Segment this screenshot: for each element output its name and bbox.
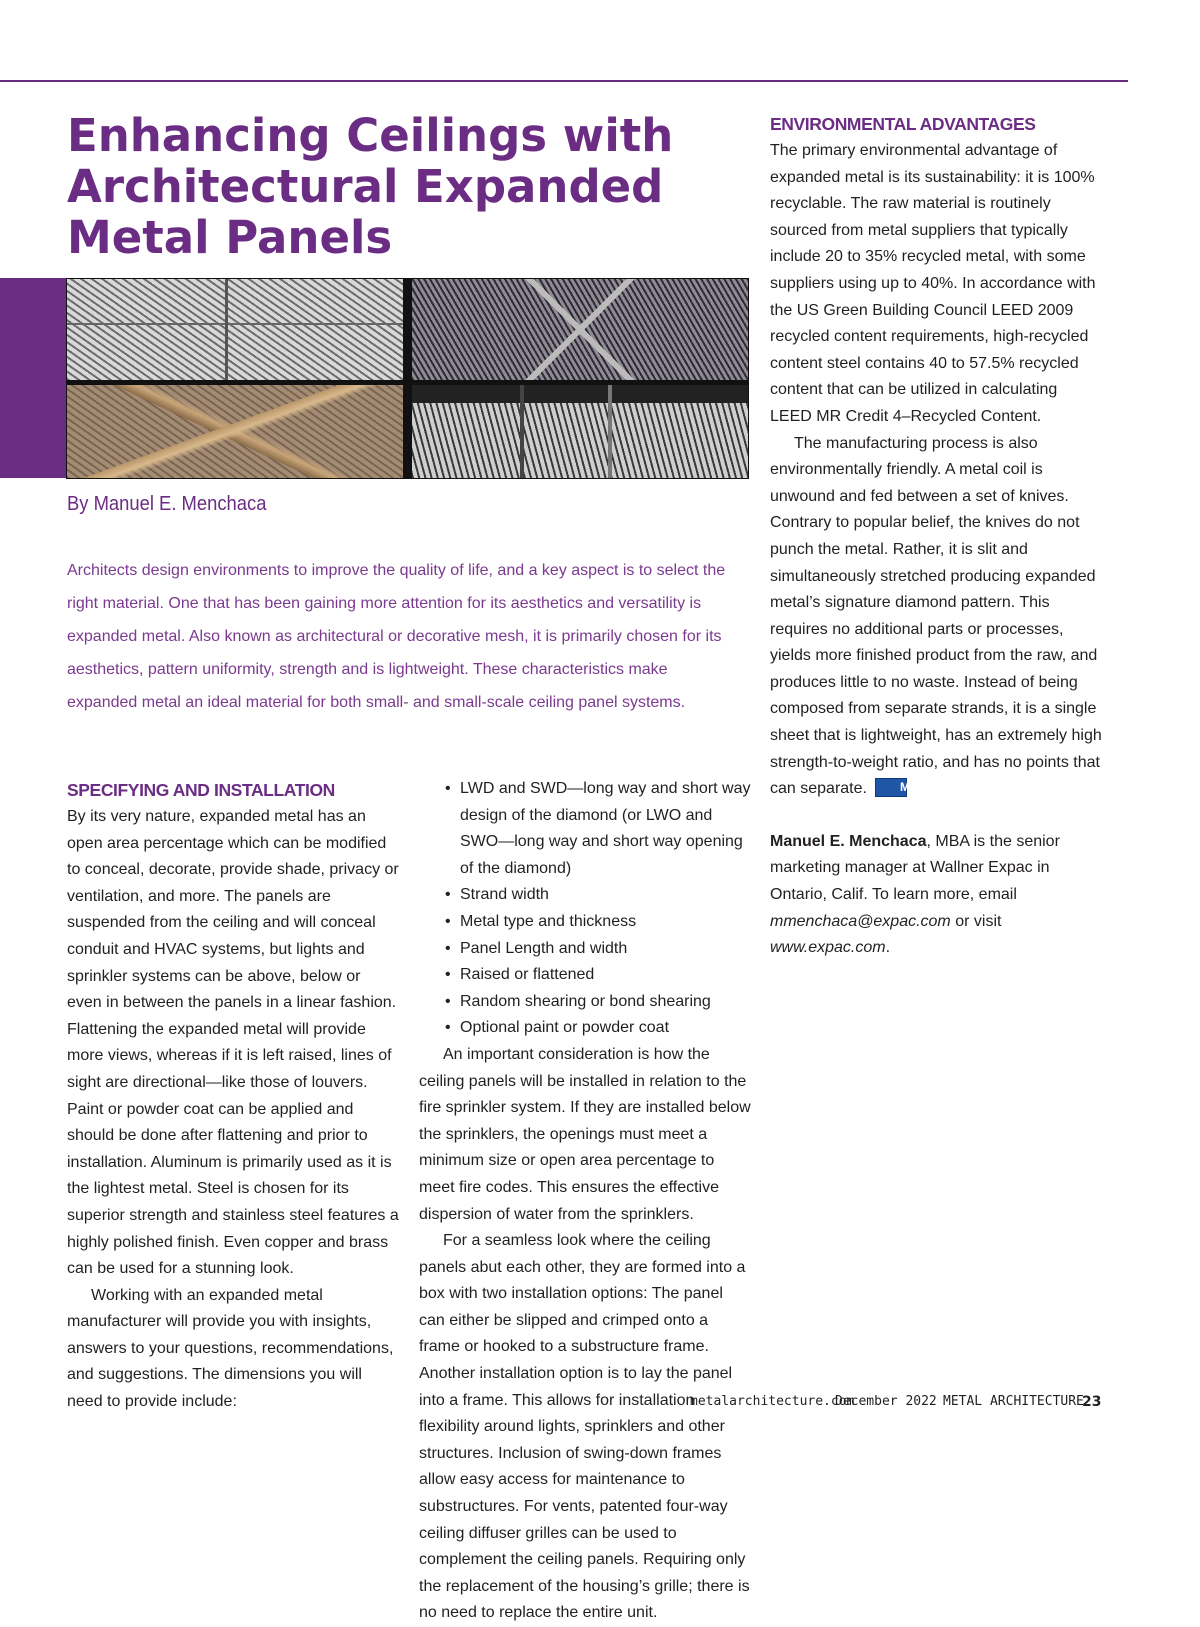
author-bio <box>770 829 1102 962</box>
column-1 <box>67 776 399 1416</box>
body-paragraph <box>770 431 1102 803</box>
body-paragraph: By its very nature, expanded metal has an open area percentage which can be modified to conceal, decorate, provide shade, privacy or ventilation, and more. The panels are suspended from the ceiling and will conceal conduit and HVAC systems, but lights and sprinkler systems can be above, below or even in between the panels in a linear fashion. Flattening the expanded metal will provide more views, whereas if it is left raised, lines of sight are directional—like those of louvers. Paint or powder coat can be applied and should be done after flattening and prior to installation. Aluminum is primarily used as it is the lightest metal. Steel is chosen for its superior strength and stainless steel features a highly polished finish. Even copper and brass can be used for a stunning look. <box>67 808 399 1278</box>
author-website: www.expac.com <box>770 939 886 957</box>
intro-paragraph: Architects design environments to improve the quality of life, and a key aspect is to select the right material. One that has been gaining more attention for its aesthetics and versatility is expanded metal. Also known as architectural or decorative mesh, it is primarily chosen for its aesthetics, pattern uniformity, strength and is lightweight. These characteristics make expanded metal an ideal material for both small- and small-scale ceiling panel systems. <box>67 562 726 711</box>
column-3 <box>770 110 1102 962</box>
photo-panel-copper-ceiling <box>67 385 403 478</box>
section-heading: ENVIRONMENTAL ADVANTAGES <box>770 114 1036 134</box>
footer-site: metalarchitecture.com <box>690 1394 855 1409</box>
ceiling-panels-photo <box>66 278 749 479</box>
body-paragraph: The primary environmental advantage of expanded metal is its sustainability: it is 100% recyclable. The raw material is routinely sourced from metal suppliers that typically include 20 to 35% recycled metal, with some suppliers using up to 40%. In accordance with the US Green Building Council LEED 2009 recycled content requirements, high-recycled content steel contains 40 to 57.5% recycled content that can be utilized in calculating LEED MR Credit 4–Recycled Content. <box>770 142 1096 425</box>
list-item: • Strand width <box>443 882 751 909</box>
photo-panel-flat-mesh <box>67 279 403 380</box>
dimensions-list <box>419 776 751 1042</box>
list-item: • Random shearing or bond shearing <box>443 989 751 1016</box>
list-item: • Optional paint or powder coat <box>443 1015 751 1042</box>
accent-side-bar <box>0 278 66 478</box>
footer-date: December 2022 <box>835 1394 937 1409</box>
photo-panel-framed-mesh <box>412 385 748 478</box>
section-heading: SPECIFYING AND INSTALLATION <box>67 780 335 800</box>
bio-text: , MBA is the senior marketing manager at Wallner Expac in Ontario, Calif. To learn more, email <box>770 832 1060 904</box>
article-title <box>67 110 747 263</box>
page-number: 23 <box>1082 1394 1102 1410</box>
title-line: Architectural Expanded <box>67 160 664 213</box>
list-item: • Raised or flattened <box>443 962 751 989</box>
list-item: • LWD and SWD—long way and short way design of the diamond (or LWO and SWO—long way and short way opening of the diamond) <box>443 776 751 882</box>
list-item: • Panel Length and width <box>443 936 751 963</box>
title-line: Metal Panels <box>67 211 393 264</box>
magazine-logo-end-mark: MA <box>875 778 907 797</box>
bio-text: or visit <box>950 912 1002 930</box>
body-paragraph: Working with an expanded metal manufacturer will provide you with insights, answers to your questions, recommendations, and suggestions. The dimensions you will need to provide include: <box>67 1286 394 1411</box>
bio-text: . <box>885 939 891 957</box>
photo-panel-triangle-mesh <box>412 279 748 380</box>
body-text: The manufacturing process is also environmentally friendly. A metal coil is unwound and fed between a set of knives. Contrary to popular belief, the knives do not punch the metal. Rather, it is slit and simultaneously stretched producing expanded metal’s signature diamond pattern. This requires no additional parts or processes, yields more finished product from the raw, and produces little to no waste. Instead of being composed from separate strands, it is a single sheet that is lightweight, has an extremely high strength-to-weight ratio, and has no points that can separate. <box>770 434 1102 798</box>
body-paragraph: An important consideration is how the ceiling panels will be installed in relation to the fire sprinkler system. If they are installed below the sprinklers, the openings must meet a minimum size or open area percentage to meet fire codes. This ensures the effective dispersion of water from the sprinklers. <box>419 1045 751 1223</box>
title-line: Enhancing Ceilings with <box>67 109 674 162</box>
top-rule <box>0 80 1128 82</box>
footer-magazine: METAL ARCHITECTURE <box>943 1394 1084 1409</box>
column-2 <box>419 776 751 1627</box>
byline: By Manuel E. Menchaca <box>67 493 267 515</box>
author-email: mmenchaca@expac.com <box>770 912 951 930</box>
author-name: Manuel E. Menchaca <box>770 832 927 850</box>
list-item: • Metal type and thickness <box>443 909 751 936</box>
page-footer <box>690 1392 1102 1412</box>
body-paragraph: For a seamless look where the ceiling panels abut each other, they are formed into a box with two installation options: The panel can either be slipped and crimped onto a frame or hooked to a substructure frame. Another installation option is to lay the panel into a frame. This allows for installation flexibility around lights, sprinklers and other structures. Inclusion of swing-down frames allow easy access for maintenance to substructures. For vents, patented four-way ceiling diffuser grilles can be used to complement the ceiling panels. Requiring only the replacement of the housing’s grille; there is no need to replace the entire unit. <box>419 1232 750 1622</box>
